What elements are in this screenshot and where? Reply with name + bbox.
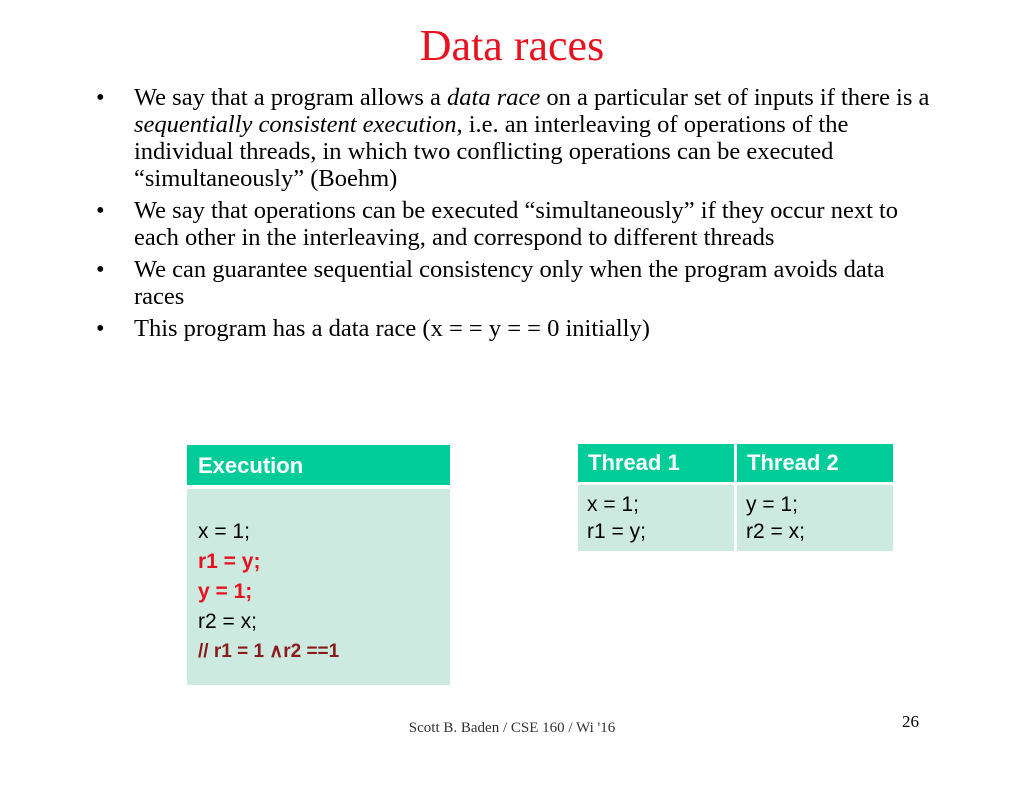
bullet-list [96, 84, 936, 347]
code-line: x = 1; [587, 493, 639, 516]
bullet-dot: • [96, 84, 105, 111]
thread-1-header: Thread 1 [578, 444, 734, 482]
bullet-text: on a particular set of inputs if there is a [540, 84, 930, 111]
execution-line: r2 = x; [198, 610, 257, 633]
bullet-text: We say that a program allows a [134, 84, 448, 111]
bullet-emphasis: sequentially consistent execution [134, 111, 457, 138]
bullet-item [96, 84, 936, 192]
bullet-item [96, 197, 936, 251]
bullet-text: We say that operations can be executed “simultaneously” if they occur next to each other in the interleaving, and correspond to different threads [134, 197, 899, 251]
bullet-item [96, 315, 936, 342]
thread-2-header: Thread 2 [737, 444, 893, 482]
thread-table [575, 441, 896, 554]
execution-comment: // r1 = 1 ∧r2 ==1 [198, 641, 340, 662]
bullet-text: This program has a data race (x = = y = = 0 initially) [134, 315, 650, 342]
bullet-dot: • [96, 256, 105, 283]
code-line: r2 = x; [746, 520, 805, 543]
code-line: r1 = y; [587, 520, 646, 543]
code-line: y = 1; [746, 493, 798, 516]
page-number: 26 [902, 712, 919, 731]
slide-title: Data races [419, 21, 605, 70]
execution-line-highlight: r1 = y; [198, 550, 261, 573]
bullet-emphasis: data race [447, 84, 541, 111]
bullet-dot: • [96, 315, 105, 342]
table-header-row [578, 444, 893, 482]
thread-1-cell [578, 485, 734, 551]
bullet-item [96, 256, 936, 310]
execution-header: Execution [187, 445, 450, 485]
table-row [578, 485, 893, 551]
bullet-dot: • [96, 197, 105, 224]
execution-body [187, 489, 450, 685]
bullet-text: We can guarantee sequential consistency only when the program avoids data races [134, 256, 885, 310]
thread-2-cell [737, 485, 893, 551]
execution-line-highlight: y = 1; [198, 580, 253, 603]
execution-box [187, 445, 450, 685]
footer: Scott B. Baden / CSE 160 / Wi '16 [408, 720, 616, 736]
bullet-text: , i.e. an interleaving of operations of the individual threads, in which two conflicting operations can be executed “simultaneously” (Boehm) [134, 111, 849, 192]
execution-line: x = 1; [198, 520, 250, 543]
